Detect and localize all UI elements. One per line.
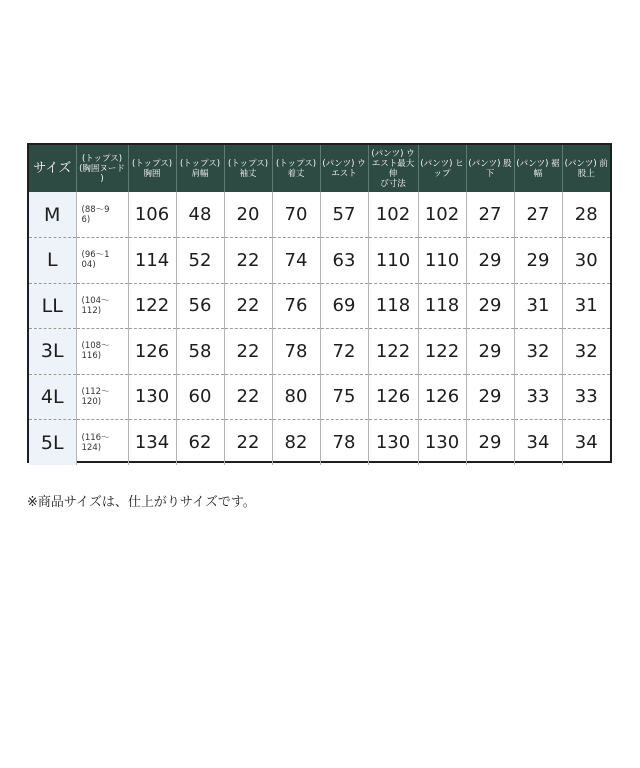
size-label: LL: [29, 283, 76, 329]
size-label: M: [29, 192, 76, 238]
measurement-value: 114: [128, 238, 176, 284]
size-label: 3L: [29, 329, 76, 375]
measurement-value: 27: [466, 192, 514, 238]
measurement-value: 57: [320, 192, 368, 238]
measurement-value: 29: [466, 329, 514, 375]
size-label: 4L: [29, 374, 76, 420]
measurement-value: 126: [128, 329, 176, 375]
measurement-value: 122: [368, 329, 418, 375]
column-header: (パンツ) 前 股上: [562, 145, 610, 192]
measurement-value: 32: [562, 329, 610, 375]
measurement-value: 78: [272, 329, 320, 375]
measurement-value: 22: [224, 420, 272, 466]
measurement-value: 33: [562, 374, 610, 420]
measurement-value: 29: [466, 238, 514, 284]
measurement-value: 106: [128, 192, 176, 238]
size-label: L: [29, 238, 76, 284]
measurement-value: 110: [368, 238, 418, 284]
size-label: 5L: [29, 420, 76, 466]
measurement-value: 76: [272, 283, 320, 329]
measurement-value: 29: [466, 374, 514, 420]
table-row: [29, 192, 610, 238]
measurement-value: 48: [176, 192, 224, 238]
measurement-value: 134: [128, 420, 176, 466]
measurement-value: 32: [514, 329, 562, 375]
measurement-value: 72: [320, 329, 368, 375]
footnote: ※商品サイズは、仕上がりサイズです。: [27, 495, 256, 510]
bust-nude-range: (116〜 124): [76, 420, 128, 466]
measurement-value: 34: [514, 420, 562, 466]
measurement-value: 80: [272, 374, 320, 420]
measurement-value: 31: [514, 283, 562, 329]
measurement-value: 122: [128, 283, 176, 329]
measurement-value: 130: [418, 420, 466, 466]
table-body: [29, 192, 610, 465]
measurement-value: 78: [320, 420, 368, 466]
measurement-value: 62: [176, 420, 224, 466]
measurement-value: 118: [368, 283, 418, 329]
measurement-value: 110: [418, 238, 466, 284]
measurement-value: 20: [224, 192, 272, 238]
header-row: [29, 145, 610, 192]
measurement-value: 70: [272, 192, 320, 238]
measurement-value: 29: [466, 420, 514, 466]
measurement-value: 22: [224, 374, 272, 420]
measurement-value: 52: [176, 238, 224, 284]
measurement-value: 130: [368, 420, 418, 466]
size-table: [29, 145, 610, 465]
column-header: (トップス) 胸囲: [128, 145, 176, 192]
measurement-value: 74: [272, 238, 320, 284]
measurement-value: 75: [320, 374, 368, 420]
header-size: サイズ: [29, 145, 76, 192]
measurement-value: 63: [320, 238, 368, 284]
table-row: [29, 420, 610, 466]
bust-nude-range: (88〜9 6): [76, 192, 128, 238]
table-row: [29, 374, 610, 420]
measurement-value: 27: [514, 192, 562, 238]
column-header: (パンツ) ヒ ップ: [418, 145, 466, 192]
column-header: (パンツ) ウ エスト: [320, 145, 368, 192]
table-row: [29, 283, 610, 329]
table-row: [29, 329, 610, 375]
column-header: (トップス) 着丈: [272, 145, 320, 192]
column-header: (パンツ) 裾 幅: [514, 145, 562, 192]
measurement-value: 130: [128, 374, 176, 420]
measurement-value: 102: [418, 192, 466, 238]
bust-nude-range: (112〜 120): [76, 374, 128, 420]
column-header: (トップス) 袖丈: [224, 145, 272, 192]
column-header: (パンツ) ウ エスト最大伸 び寸法: [368, 145, 418, 192]
measurement-value: 60: [176, 374, 224, 420]
size-chart: [27, 143, 612, 463]
measurement-value: 34: [562, 420, 610, 466]
measurement-value: 102: [368, 192, 418, 238]
measurement-value: 122: [418, 329, 466, 375]
measurement-value: 30: [562, 238, 610, 284]
measurement-value: 22: [224, 238, 272, 284]
measurement-value: 126: [368, 374, 418, 420]
measurement-value: 22: [224, 329, 272, 375]
measurement-value: 58: [176, 329, 224, 375]
measurement-value: 118: [418, 283, 466, 329]
bust-nude-range: (104〜 112): [76, 283, 128, 329]
column-header: (トップス) (胸囲ヌード ): [76, 145, 128, 192]
column-header: (トップス) 肩幅: [176, 145, 224, 192]
measurement-value: 126: [418, 374, 466, 420]
measurement-value: 33: [514, 374, 562, 420]
measurement-value: 69: [320, 283, 368, 329]
measurement-value: 28: [562, 192, 610, 238]
measurement-value: 56: [176, 283, 224, 329]
measurement-value: 31: [562, 283, 610, 329]
column-header: (パンツ) 股 下: [466, 145, 514, 192]
measurement-value: 82: [272, 420, 320, 466]
bust-nude-range: (96〜1 04): [76, 238, 128, 284]
bust-nude-range: (108〜 116): [76, 329, 128, 375]
table-row: [29, 238, 610, 284]
measurement-value: 22: [224, 283, 272, 329]
measurement-value: 29: [466, 283, 514, 329]
measurement-value: 29: [514, 238, 562, 284]
